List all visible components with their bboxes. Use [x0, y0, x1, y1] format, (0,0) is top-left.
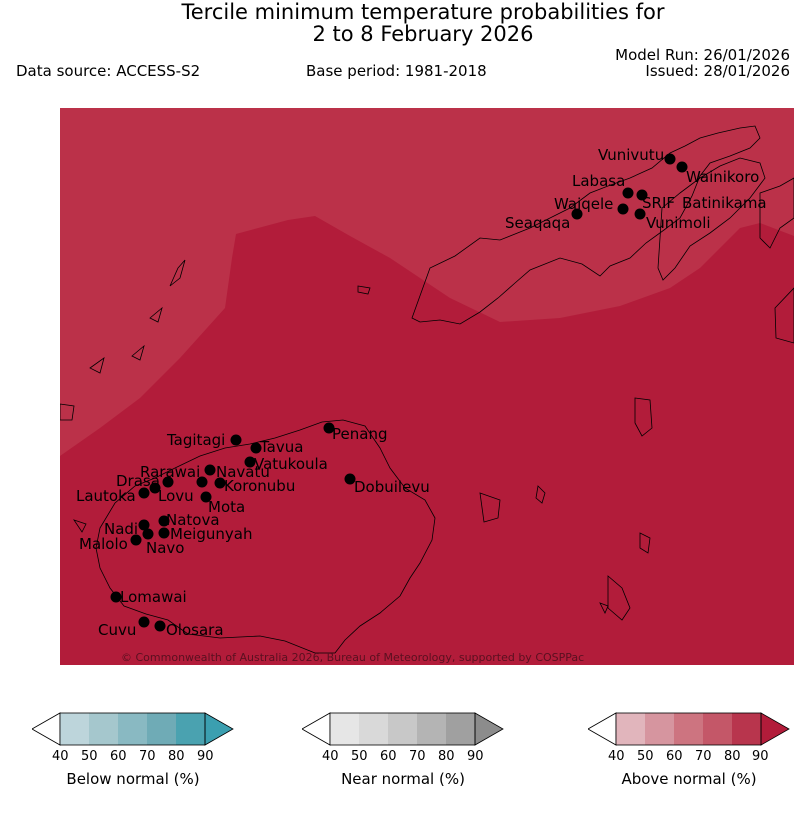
place-label: Labasa — [572, 172, 626, 190]
place-label: Wainikoro — [686, 168, 760, 186]
legend-tick: 70 — [409, 749, 426, 764]
legend-tick: 60 — [110, 749, 127, 764]
legend-tick: 40 — [52, 749, 69, 764]
place-label: Nadi — [104, 520, 139, 538]
map-title-line1: Tercile minimum temperature probabilities for — [181, 0, 665, 24]
below-normal-legend-title: Below normal (%) — [66, 770, 200, 788]
issued-date: Issued: 28/01/2026 — [645, 62, 790, 80]
place-label: Olosara — [166, 621, 224, 639]
place-label: Tagitagi — [167, 431, 226, 449]
place-label: Vatukoula — [254, 455, 328, 473]
above-normal-colorbar — [588, 712, 790, 750]
place-label: Natova — [166, 511, 220, 529]
legend-tick: 40 — [322, 749, 339, 764]
legend-tick: 80 — [724, 749, 741, 764]
legend-tick: 70 — [695, 749, 712, 764]
place-label: Tavua — [260, 438, 304, 456]
model-run: Model Run: 26/01/2026 — [615, 46, 790, 64]
legend-tick: 90 — [752, 749, 769, 764]
legend-tick: 90 — [197, 749, 214, 764]
legend-tick: 50 — [351, 749, 368, 764]
near-normal-colorbar — [302, 712, 504, 750]
place-label: Navo — [146, 539, 185, 557]
place-label: Mota — [208, 498, 246, 516]
below-normal-colorbar — [32, 712, 234, 750]
place-label: Lomawai — [120, 588, 187, 606]
above-normal-legend-title: Above normal (%) — [621, 770, 757, 788]
place-label: Cuvu — [98, 621, 137, 639]
place-label: Batinikama — [682, 194, 767, 212]
legend-tick: 70 — [139, 749, 156, 764]
legend-tick: 80 — [168, 749, 185, 764]
place-label: Lovu — [158, 487, 194, 505]
place-label: Penang — [332, 425, 388, 443]
map-title-line2: 2 to 8 February 2026 — [312, 22, 534, 46]
legend-tick: 60 — [666, 749, 683, 764]
place-label: Vunimoli — [646, 214, 711, 232]
place-label: Drasa — [116, 472, 160, 490]
place-label: Lautoka — [76, 487, 136, 505]
base-period: Base period: 1981-2018 — [306, 62, 487, 80]
place-label: Navatu — [216, 463, 270, 481]
place-label: Rarawai — [140, 463, 201, 481]
legend-tick: 50 — [637, 749, 654, 764]
data-source: Data source: ACCESS-S2 — [16, 62, 201, 80]
place-label: Vunivutu — [598, 146, 665, 164]
legend-tick: 80 — [438, 749, 455, 764]
place-label: Seaqaqa — [505, 214, 571, 232]
copyright-notice: © Commonwealth of Australia 2026, Bureau of Meteorology, supported by COSPPac — [121, 651, 585, 664]
near-normal-legend-title: Near normal (%) — [341, 770, 465, 788]
legend-tick: 90 — [467, 749, 484, 764]
place-label: Dobuilevu — [354, 478, 430, 496]
place-label: Malolo — [79, 535, 128, 553]
place-label: Meigunyah — [170, 525, 253, 543]
legend-tick: 60 — [380, 749, 397, 764]
legend-tick: 50 — [81, 749, 98, 764]
place-label: Koronubu — [224, 477, 296, 495]
probability-map — [60, 108, 794, 665]
legend-tick: 40 — [608, 749, 625, 764]
place-label: Waiqele — [554, 195, 614, 213]
place-label: SRIF — [642, 194, 675, 212]
